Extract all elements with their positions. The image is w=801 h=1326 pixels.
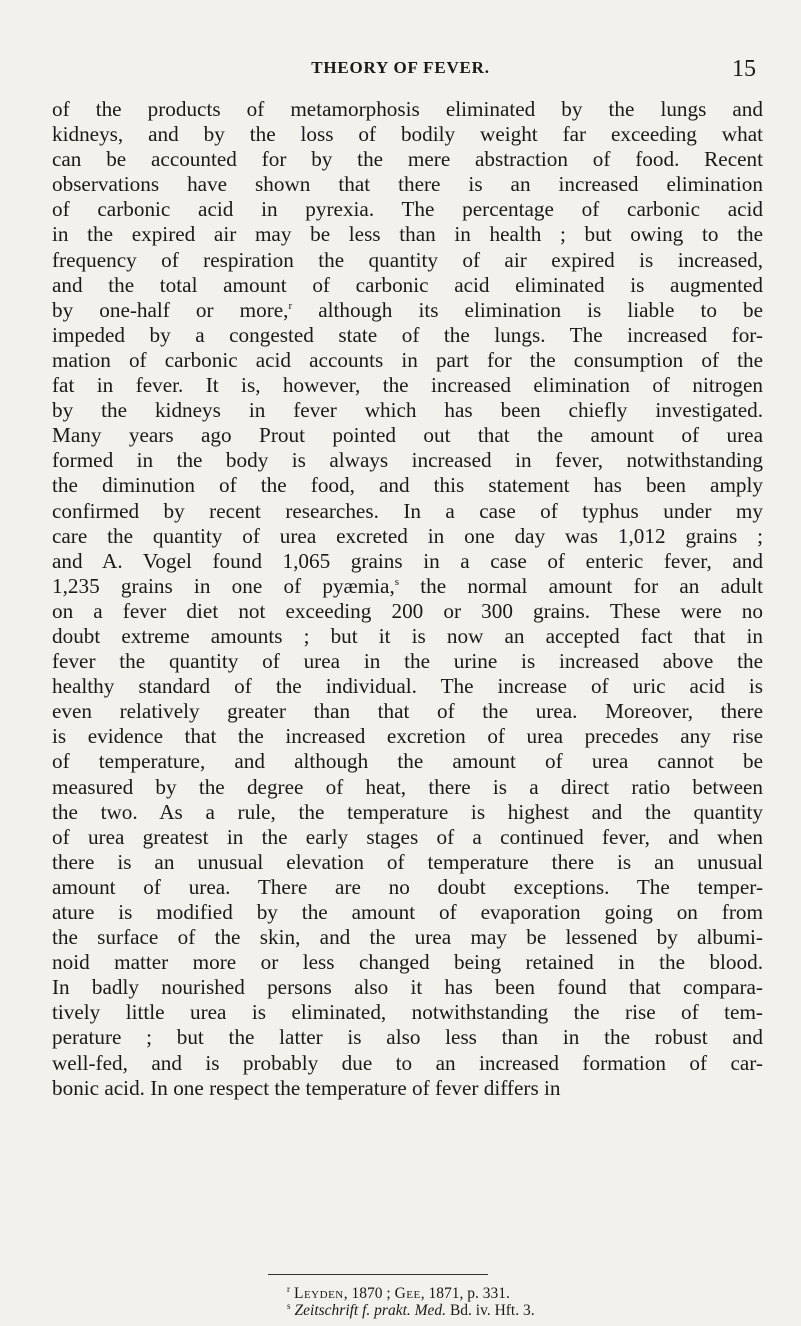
text-line: by the kidneys in fever which has been chiefly investigated. [52,398,763,423]
text-line-with-footnote [52,574,763,599]
text-line: confirmed by recent researches. In a case of typhus under my [52,498,763,523]
text-line: impeded by a congested state of the lungs. The increased for- [52,322,763,347]
text-line: is evidence that the increased excretion of urea precedes any rise [52,724,763,749]
text-line: of urea greatest in the early stages of a continued fever, and when [52,824,763,849]
text-line: of the products of metamorphosis eliminated by the lungs and [52,97,763,121]
text-line: can be accounted for by the mere abstraction of food. Recent [52,147,763,172]
footnote-s [287,1302,707,1319]
text-line: mation of carbonic acid accounts in part for the consumption of the [52,347,763,372]
text-line: well-fed, and is probably due to an increased formation of car- [52,1050,763,1075]
text-line: and A. Vogel found 1,065 grains in a case of enteric fever, and [52,548,763,573]
text-line: Many years ago Prout pointed out that the amount of urea [52,423,763,448]
text-line: observations have shown that there is an increased elimination [52,172,763,197]
text-line: noid matter more or less changed being retained in the blood. [52,950,763,975]
text-segment: the normal amount for an adult [399,573,763,598]
running-title: THEORY OF FEVER. [311,58,490,77]
running-head [0,56,801,86]
text-line: in the expired air may be less than in health ; but owing to the [52,222,763,247]
text-line: kidneys, and by the loss of bodily weight far exceeding what [52,122,763,147]
footnote-text: , 1870 ; [343,1285,395,1302]
footnote-r [287,1285,707,1302]
footnotes [287,1285,707,1319]
footnote-author: Gee [394,1285,421,1302]
text-line: perature ; but the latter is also less than in the robust and [52,1025,763,1050]
body-text [52,97,763,1101]
text-line: fat in fever. It is, however, the increased elimination of nitrogen [52,373,763,398]
text-line: and the total amount of carbonic acid eliminated is augmented [52,272,763,297]
footnote-rule [268,1274,488,1275]
text-line: fever the quantity of urea in the urine is increased above the [52,649,763,674]
text-line: tively little urea is eliminated, notwithstanding the rise of tem- [52,1000,763,1025]
text-line: of carbonic acid in pyrexia. The percentage of carbonic acid [52,197,763,222]
footnote-mark: r [287,1283,290,1294]
text-line: even relatively greater than that of the urea. Moreover, there [52,699,763,724]
text-line: measured by the degree of heat, there is a direct ratio between [52,774,763,799]
footnote-ref-s[interactable]: s [394,575,400,588]
text-segment: although its elimination is liable to be [292,297,763,322]
footnote-ref-r[interactable]: r [288,299,293,312]
text-line: doubt extreme amounts ; but it is now an accepted fact that in [52,623,763,648]
text-line: care the quantity of urea excreted in one day was 1,012 grains ; [52,523,763,548]
text-line: ature is modified by the amount of evaporation going on from [52,900,763,924]
text-segment: 1,235 grains in one of pyæmia, [52,573,395,598]
text-line: the surface of the skin, and the urea may be lessened by albumi- [52,925,763,950]
text-line: of temperature, and although the amount of urea cannot be [52,749,763,774]
text-line-with-footnote [52,298,763,323]
text-line: formed in the body is always increased in fever, notwithstanding [52,448,763,473]
footnote-journal: Zeitschrift f. prakt. Med. [294,1302,447,1319]
footnote-author: Leyden [294,1285,344,1302]
text-line: on a fever diet not exceeding 200 or 300 grains. These were no [52,598,763,623]
text-segment: by one-half or more, [52,297,289,322]
footnote-text: , 1871, p. 331. [420,1285,510,1302]
text-line: the diminution of the food, and this statement has been amply [52,473,763,498]
text-line: amount of urea. There are no doubt exceptions. The temper- [52,874,763,899]
text-line: there is an unusual elevation of temperature there is an unusual [52,849,763,874]
text-line: healthy standard of the individual. The increase of uric acid is [52,674,763,699]
text-line: bonic acid. In one respect the temperature of fever differs in [52,1075,561,1100]
footnote-mark: s [287,1300,291,1311]
page-number: 15 [732,56,756,82]
text-line: frequency of respiration the quantity of air expired is increased, [52,247,763,272]
footnote-text: Bd. iv. Hft. 3. [446,1302,535,1319]
text-line: In badly nourished persons also it has been found that compara- [52,975,763,1000]
text-line: the two. As a rule, the temperature is highest and the quantity [52,799,763,824]
